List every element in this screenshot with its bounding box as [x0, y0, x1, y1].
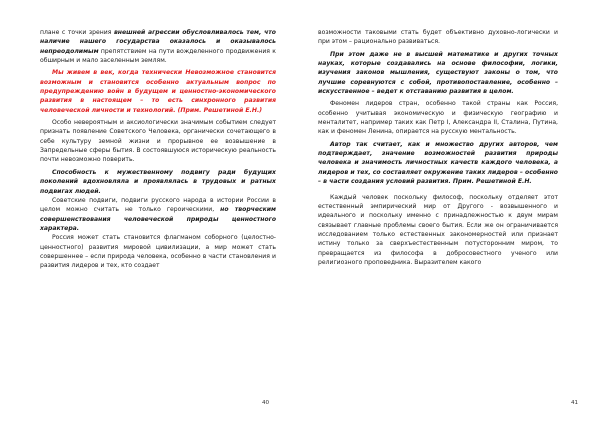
right-page — [318, 28, 558, 267]
paragraph-possibilities: возможности таковыми стать будет объективно духовно-логически и при этом – рационально развиваться. — [318, 29, 558, 46]
bold-italic-span: но творческим совершенствования человеческой природы ценностного характера. — [40, 206, 276, 232]
paragraph-author-note: Автор так считает, как и множество других авторов, чем подтверждает, значение возможностей развития природы человека и значимость личностных качеств каждого человека, а лидеров и тех, со составляет окружение таких лидеров – особенно – в части создания условий развития. Прим. Решетиной Е.Н. — [318, 140, 558, 186]
note-technology: Мы живем в век, когда технически Невозможное становится возможным и становится особенно актуальным вопрос по предупреждению войн в будущем и ценностно-экономического развития в настоящем – то есть синхронного развития человеческой личности и технологий. (Прим. Решетиной Е.Н.) — [40, 69, 276, 114]
text-span: препятствием на пути вожделенного продвижения к обширным и мало заселенным землям. — [40, 47, 276, 65]
left-page — [40, 28, 276, 271]
paragraph-sciences: При этом даже не в высшей математике и других точных науках, которые создавались на основе философии, логики, изучения законов мышления, существуют законы о том, что лучшие соревнуются с собой, противопоставление, особенно – искусственное – ведет к отставанию развития в целом. — [318, 50, 558, 96]
paragraph-leaders: Феномен лидеров стран, особенно такой страны как Россия, особенно учитывая экономическую и физическую географию и менталитет, например таких как Петр I, Александра II, Сталина, Путина, как и феномен Ленина, опирается на русскую ментальность. — [318, 100, 558, 136]
bold-italic-span: внешней агрессии обусловливалось тем, что наличие нашего государства оказалось и оказывалось непреодолимым — [40, 29, 276, 55]
paragraph-courage: Способность к мужественному подвигу ради будущих поколений вдохновляла и проявлялась в трудовых и ратных подвигах людей. — [40, 168, 276, 195]
paragraph-philosopher: Каждый человек поскольку философ, поскольку отделяет этот естественный эмпирический мир от Другого - возвышенного и идеального и поскольку именно с принадлежностью к двум мирам связывает главные проблемы своего бытия. Если же он ограничивается исследованием только естественных закономерностей или признает истину только за сверхъестественным потусторонним миром, то превращается из философа в добросовестного ученого или религиозного проповедника. Выразителем какого — [318, 193, 558, 266]
paragraph-feats — [40, 196, 276, 233]
paragraph-russia-flagship: Россия может стать становится флагманом соборного (целостно-ценностного) развития мировой цивилизации, а мир может стать совершеннее – если природа человека, особенно в части становления и развития лидеров и тех, кто создает — [40, 234, 276, 270]
page-number-right: 41 — [571, 400, 579, 406]
paragraph-soviet-man: Особо невероятным и аксиологически значимым событием следует признать появление Советского Человека, органически сочетающего в себе культуру земной жизни и прорывное ее возвышение в Запредельные сферы бытия. В состоявшуюся историческую реальность почти невозможно поверить. — [40, 119, 276, 164]
page-number-left: 40 — [262, 400, 270, 406]
text-span: Советские подвиги, подвиги русского народа в истории России в целом можно считать не только героическими, — [40, 196, 276, 214]
paragraph-aggression — [40, 28, 276, 65]
text-span: плане с точки зрения — [40, 29, 114, 36]
